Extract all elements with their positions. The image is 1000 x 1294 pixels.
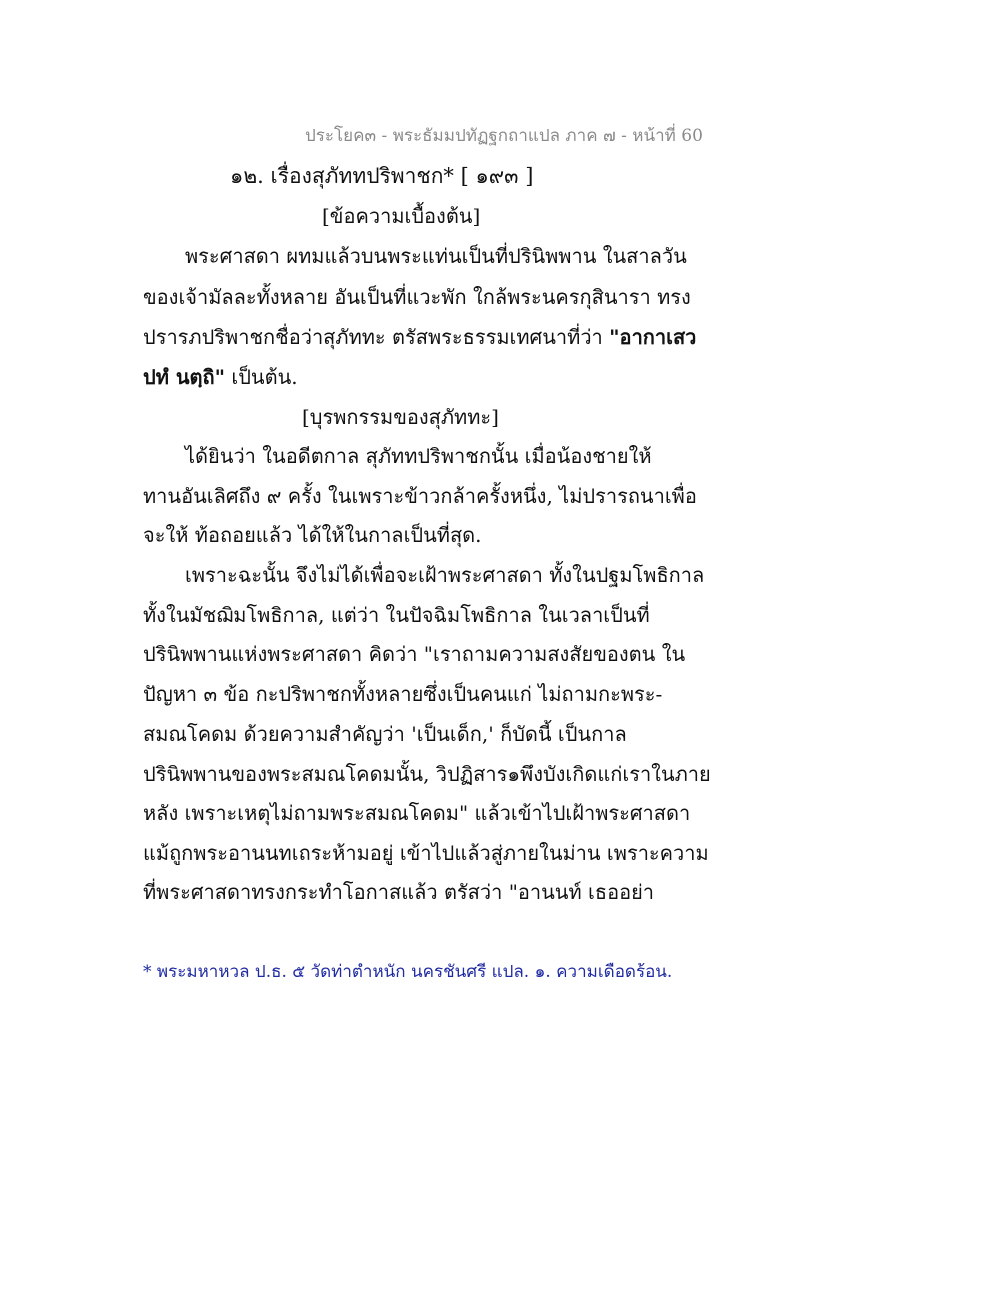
section-heading-intro: [ข้อความเบื้องต้น] <box>322 204 481 228</box>
paragraph-line: พระศาสดา ผทมแล้วบนพระแท่นเป็นที่ปรินิพพาน ในสาลวัน <box>185 244 687 268</box>
paragraph-text: เป็นต้น. <box>231 365 298 389</box>
story-title: ๑๒. เรื่องสุภัททปริพาชก* [ ๑๙๓ ] <box>230 164 534 188</box>
paragraph-line: ทั้งในมัชฌิมโพธิกาล, แต่ว่า ในปัจฉิมโพธิกาล ในเวลาเป็นที่ <box>143 603 650 627</box>
paragraph-line: ปรินิพพานแห่งพระศาสดา คิดว่า "เราถามความสงสัยของตน ใน <box>143 642 686 666</box>
paragraph-line: เพราะฉะนั้น จึงไม่ได้เพื่อจะเฝ้าพระศาสดา ทั้งในปฐมโพธิกาล <box>185 563 705 587</box>
paragraph-line: ที่พระศาสดาทรงกระทำโอกาสแล้ว ตรัสว่า "อานนท์ เธออย่า <box>143 880 655 904</box>
running-header: ประโยค๓ - พระธัมมปทัฏฐกถาแปล ภาค ๗ - หน้าที่ 60 <box>305 126 703 146</box>
paragraph-line: หลัง เพราะเหตุไม่ถามพระสมณโคดม" แล้วเข้าไปเฝ้าพระศาสดา <box>143 801 691 825</box>
paragraph-line <box>143 321 697 353</box>
paragraph-line: แม้ถูกพระอานนทเถระห้ามอยู่ เข้าไปแล้วสู่ภายในม่าน เพราะความ <box>143 841 709 865</box>
section-heading-past-karma: [บุรพกรรมของสุภัททะ] <box>302 405 499 429</box>
paragraph-text: ปรารภปริพาชกชื่อว่าสุภัททะ ตรัสพระธรรมเทศนาที่ว่า <box>143 325 603 349</box>
pali-quote: ปทํ นตฺถิ" <box>143 365 226 389</box>
footnote: * พระมหาหวล ป.ธ. ๕ วัดท่าตำหนัก นครชันศรี แปล. ๑. ความเดือดร้อน. <box>143 962 673 982</box>
paragraph-line: ปัญหา ๓ ข้อ กะปริพาชกทั้งหลายซึ่งเป็นคนแก่ ไม่ถามกะพระ- <box>143 682 663 706</box>
paragraph-line: ปรินิพพานของพระสมณโคดมนั้น, วิปฏิสาร๑พึงบังเกิดแก่เราในภาย <box>143 762 711 786</box>
paragraph-line: จะให้ ท้อถอยแล้ว ได้ให้ในกาลเป็นที่สุด. <box>143 523 482 547</box>
paragraph-line: ได้ยินว่า ในอดีตกาล สุภัททปริพาชกนั้น เมื่อน้องชายให้ <box>185 444 652 468</box>
paragraph-line: ของเจ้ามัลละทั้งหลาย อันเป็นที่แวะพัก ใกล้พระนครกุสินารา ทรง <box>143 285 691 309</box>
paragraph-line <box>143 361 683 393</box>
pali-quote: "อากาเสว <box>609 325 697 349</box>
paragraph-line: ทานอันเลิศถึง ๙ ครั้ง ในเพราะข้าวกล้าครั้งหนึ่ง, ไม่ปรารถนาเพื่อ <box>143 484 697 508</box>
paragraph-line: สมณโคดม ด้วยความสำคัญว่า 'เป็นเด็ก,' ก็บัดนี้ เป็นกาล <box>143 722 627 746</box>
